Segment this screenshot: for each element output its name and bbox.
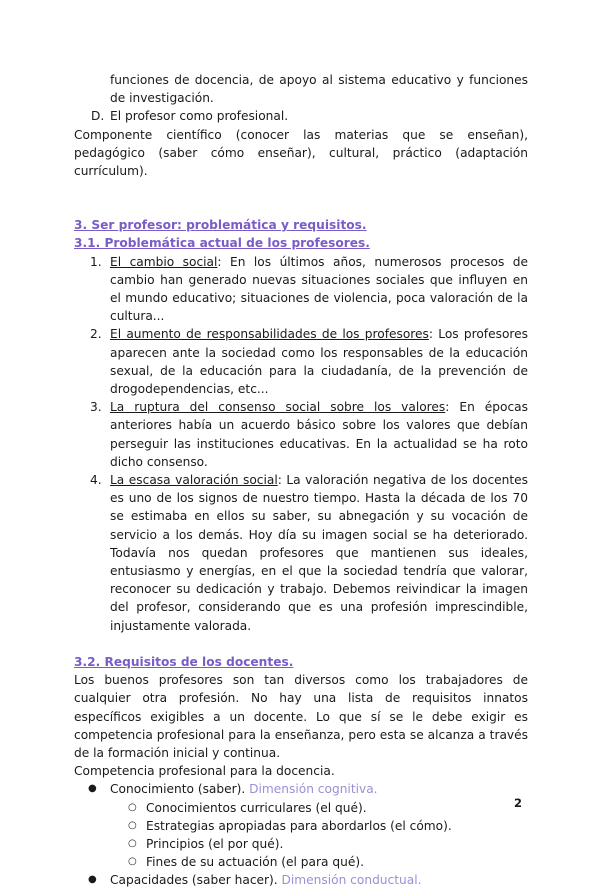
- subsection-heading-problematica: 3.1. Problemática actual de los profesores.: [74, 236, 370, 251]
- bullet-icon: ●: [88, 874, 97, 886]
- list-item-text: : En los últimos años, numerosos procesos de cambio han generado nuevas situaciones sociales que influyen en el mundo educativo; situaciones de violencia, poca valoración de la cultura...: [110, 254, 529, 324]
- requisitos-paragraph: Los buenos profesores son tan diversos como los trabajadores de cualquier otra profesión. No hay una lista de requisitos innatos específicos exigibles a un docente. Lo que sí se le debe exigir es competencia profesional para la enseñanza, pero esta se alcanza a través de la formación inicial y continua.: [74, 673, 528, 760]
- document-page: [74, 71, 528, 890]
- dimension-label: Dimensión cognitiva.: [249, 782, 378, 797]
- competencias-list: [74, 780, 528, 889]
- list-item-d: [74, 107, 528, 125]
- list-item: [74, 253, 528, 326]
- subsection-heading-requisitos: 3.2. Requisitos de los docentes.: [74, 654, 294, 669]
- sub-list-item: [110, 835, 528, 853]
- list-item: [74, 471, 528, 635]
- sub-list-item: [110, 817, 528, 835]
- problematica-list: [74, 253, 528, 635]
- circle-bullet-icon: ○: [128, 837, 137, 849]
- page-number: 2: [514, 796, 523, 810]
- section-heading: 3. Ser profesor: problemática y requisitos.: [74, 218, 367, 233]
- dimension-label: Dimensión conductual.: [281, 873, 422, 888]
- list-item-text: : Los profesores aparecen ante la sociedad como los responsables de la educación sexual, de la educación para la ciudadanía, de la prevención de drogodependencias, etc...: [110, 327, 528, 397]
- list-number: 2.: [90, 327, 102, 342]
- bullet-icon: ●: [88, 783, 97, 795]
- intro-paragraph: Componente científico (conocer las materias que se enseñan), pedagógico (saber cómo enseñar), cultural, práctico (adaptación currículum).: [74, 127, 528, 179]
- sub-list-text: Principios (el por qué).: [146, 836, 284, 851]
- circle-bullet-icon: ○: [128, 801, 137, 813]
- bullet-text: Capacidades (saber hacer).: [110, 873, 282, 888]
- list-item: [74, 325, 528, 398]
- sub-list-text: Conocimientos curriculares (el qué).: [146, 800, 367, 815]
- sub-list: [110, 799, 528, 872]
- list-item-term: La escasa valoración social: [110, 473, 278, 488]
- sub-list-item: [110, 799, 528, 817]
- list-item-text: : En épocas anteriores había un acuerdo básico sobre los valores que debían perseguir las instituciones educativas. En la actualidad se ha roto dicho consenso.: [110, 400, 528, 469]
- list-marker: D.: [91, 109, 105, 124]
- list-item: [74, 398, 528, 471]
- competencia-line: Competencia profesional para la docencia.: [74, 764, 335, 779]
- circle-bullet-icon: ○: [128, 856, 137, 868]
- list-item-term: El cambio social: [110, 254, 218, 269]
- sub-list-text: Estrategias apropiadas para abordarlos (el cómo).: [146, 818, 452, 833]
- list-item-text: El profesor como profesional.: [110, 109, 289, 124]
- list-item-term: La ruptura del consenso social sobre los valores: [110, 400, 446, 415]
- list-number: 1.: [90, 254, 102, 269]
- list-item-text: : La valoración negativa de los docentes es uno de los signos de nuestro tiempo. Hasta la década de los 70 se estimaba en ellos su saber, su abnegación y su vocación de servicio a los demás. Hoy día su imagen social se ha deteriorado. Todavía nos quedan profesores que mantienen sus ideales, entusiasmo y energías, en el que la sociedad tendría que valorar, reconocer su dedicación y trabajo. Debemos reivindicar la imagen del profesor, considerando que es una profesión imprescindible, injustamente valorada.: [110, 473, 528, 633]
- sub-list-text: Fines de su actuación (el para qué).: [146, 855, 364, 870]
- sub-list-item: [110, 853, 528, 871]
- circle-bullet-icon: ○: [128, 819, 137, 831]
- list-item-term: El aumento de responsabilidades de los profesores: [110, 327, 429, 342]
- list-number: 3.: [90, 400, 102, 415]
- bullet-item: [74, 780, 528, 871]
- list-continuation: funciones de docencia, de apoyo al sistema educativo y funciones de investigación.: [110, 73, 528, 106]
- list-number: 4.: [90, 473, 102, 488]
- bullet-text: Conocimiento (saber).: [110, 782, 250, 797]
- bullet-item: [74, 871, 528, 889]
